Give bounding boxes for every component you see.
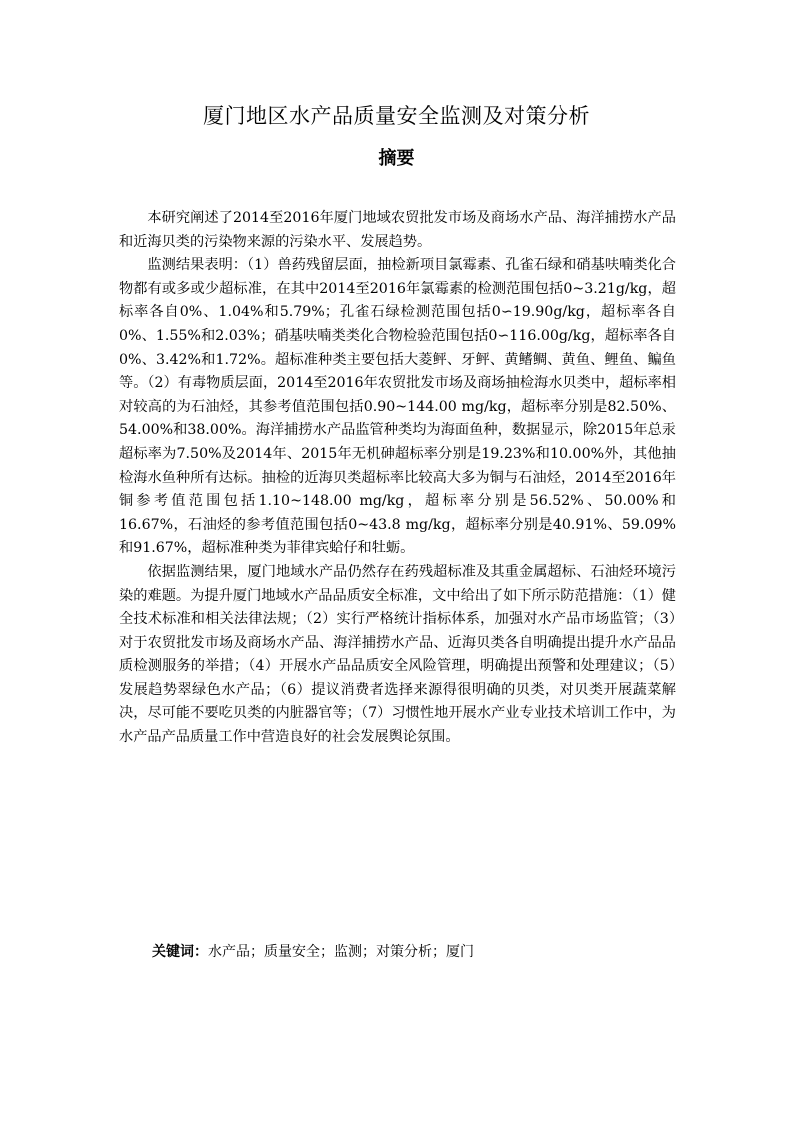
document-title: 厦门地区水产品质量安全监测及对策分析	[203, 104, 590, 128]
keywords-label: 关键词：	[152, 944, 208, 960]
abstract-heading: 摘要	[378, 148, 415, 169]
keywords-text: 水产品；质量安全；监测；对策分析；厦门	[208, 944, 474, 960]
keywords-line	[152, 940, 474, 964]
abstract-body	[119, 207, 676, 750]
abstract-paragraph-results: 监测结果表明：（1）兽药残留层面，抽检新项目氯霉素、孔雀石绿和硝基呋喃类化合物都有或多或少超标准，在其中2014至2016年氯霉素的检测范围包括0~3.21g/kg，超标率各自0%、1.04%和5.79%；孔雀石绿检测范围包括0∽19.90g/kg，超标率各自0%、1.55%和2.03%；硝基呋喃类类化合物检验范围包括0∽116.00g/kg，超标率各自0%、3.42%和1.72%。超标准种类主要包括大菱鲆、牙鲆、黄鳍鲷、黄鱼、鲤鱼、鳊鱼等。（2）有毒物质层面，2014至2016年农贸批发市场及商场抽检海水贝类中，超标率相对较高的为石油烃，其参考值范围包括0.90~144.00 mg/kg，超标率分别是82.50%、54.00%和38.00%。海洋捕捞水产品监管种类均为海面鱼种，数据显示，除2015年总汞超标率为7.50%及2014年、2015年无机砷超标率分别是19.23%和10.00%外，其他抽检海水鱼种所有达标。抽检的近海贝类超标率比较高大多为铜与石油烃，2014至2016年铜参考值范围包括1.10~148.00 mg/kg，超标率分别是56.52%、50.00%和16.67%，石油烃的参考值范围包括0~43.8 mg/kg，超标率分别是40.91%、59.09%和91.67%，超标准种类为菲律宾蛤仔和牡蛎。	[119, 257, 676, 557]
abstract-paragraph-measures: 依据监测结果，厦门地域水产品仍然存在药残超标准及其重金属超标、石油烃环境污染的难题。为提升厦门地域水产品品质安全标准，文中给出了如下所示防范措施：（1）健全技术标准和相关法律法规；（2）实行严格统计指标体系，加强对水产品市场监管；（3）对于农贸批发市场及商场水产品、海洋捕捞水产品、近海贝类各自明确提出提升水产品品质检测服务的举措；（4）开展水产品品质安全风险管理，明确提出预警和处理建议；（5）发展趋势翠绿色水产品；（6）提议消费者选择来源得很明确的贝类，对贝类开展蔬菜解决，尽可能不要吃贝类的内脏器官等；（7）习惯性地开展水产业专业技术培训工作中，为水产品产品质量工作中营造良好的社会发展舆论氛围。	[119, 563, 676, 746]
abstract-paragraph-intro: 本研究阐述了2014至2016年厦门地域农贸批发市场及商场水产品、海洋捕捞水产品和近海贝类的污染物来源的污染水平、发展趋势。	[119, 210, 676, 250]
